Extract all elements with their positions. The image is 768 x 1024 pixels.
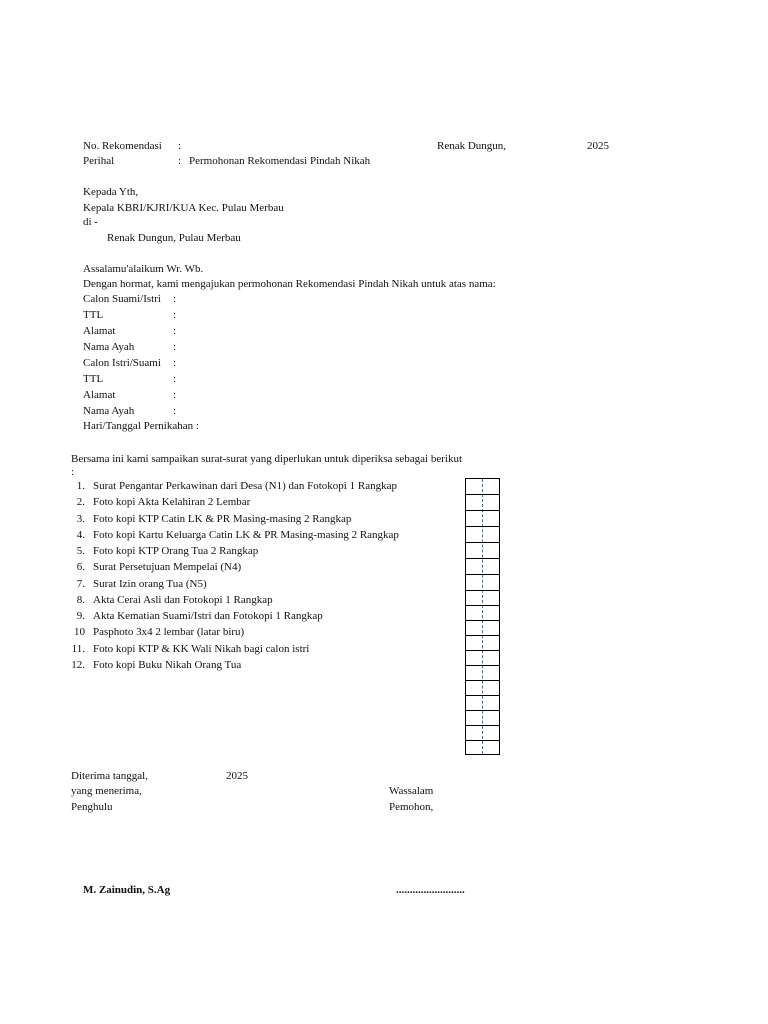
field-colon: : <box>173 373 177 385</box>
greeting: Assalamu'alaikum Wr. Wb. <box>83 263 204 275</box>
subject-colon: : <box>178 155 182 167</box>
field-colon: : <box>173 341 177 353</box>
field-colon: : <box>173 309 177 321</box>
applicant-fields <box>83 292 383 422</box>
grid-row-line <box>466 725 499 726</box>
intro-text: Dengan hormat, kami mengajukan permohonan Rekomendasi Pindah Nikah untuk atas nama: <box>83 278 496 290</box>
recommendation-number-label: No. Rekomendasi <box>83 140 162 152</box>
item-number: 3. <box>76 513 85 525</box>
documents-list <box>68 479 458 674</box>
list-item <box>68 495 250 511</box>
list-item <box>68 625 244 641</box>
grid-row-line <box>466 590 499 591</box>
field-colon: : <box>173 357 177 369</box>
field-row <box>83 324 176 338</box>
item-text: Foto kopi Akta Kelahiran 2 Lembar <box>93 496 251 508</box>
grid-row-line <box>466 558 499 559</box>
grid-row-line <box>466 494 499 495</box>
subject-label: Perihal <box>83 155 115 167</box>
receiver-role: Penghulu <box>71 801 113 813</box>
received-year: 2025 <box>226 770 248 782</box>
field-row <box>83 340 176 354</box>
grid-row-line <box>466 510 499 511</box>
subject-value: Permohonan Rekomendasi Pindah Nikah <box>189 155 371 167</box>
item-number: 9. <box>76 610 85 622</box>
field-row <box>83 372 176 386</box>
field-label: Alamat <box>83 325 116 337</box>
list-item <box>68 577 207 593</box>
grid-row-line <box>466 650 499 651</box>
item-number: 10 <box>74 626 85 638</box>
field-row <box>83 388 176 402</box>
field-colon: : <box>173 389 177 401</box>
item-text: Akta Kematian Suami/Istri dan Fotokopi 1 Rangkap <box>93 610 323 622</box>
field-row <box>83 404 176 418</box>
letter-year: 2025 <box>587 140 609 152</box>
field-label: Alamat <box>83 389 116 401</box>
grid-row-line <box>466 740 499 741</box>
recipient-salutation: Kepada Yth, <box>83 186 139 198</box>
item-text: Pasphoto 3x4 2 lembar (latar biru) <box>93 626 245 638</box>
grid-column-divider <box>482 479 483 754</box>
list-item <box>68 544 258 560</box>
list-item <box>68 642 309 658</box>
applicant-name-placeholder: ......................... <box>396 884 465 896</box>
letter-place: Renak Dungun, <box>437 140 507 152</box>
checklist-grid <box>465 478 500 755</box>
item-text: Foto kopi KTP Catin LK & PR Masing-masing 2 Rangkap <box>93 513 352 525</box>
item-text: Surat Pengantar Perkawinan dari Desa (N1) dan Fotokopi 1 Rangkap <box>93 480 397 492</box>
grid-row-line <box>466 620 499 621</box>
recipient-location: Renak Dungun, Pulau Merbau <box>107 232 241 244</box>
item-number: 4. <box>76 529 85 541</box>
received-date-label: Diterima tanggal, <box>71 770 148 782</box>
field-colon: : <box>173 405 177 417</box>
item-number: 5. <box>76 545 85 557</box>
list-item <box>68 658 241 674</box>
item-text: Foto kopi Kartu Keluarga Catin LK & PR Masing-masing 2 Rangkap <box>93 529 399 541</box>
field-label: TTL <box>83 309 104 321</box>
field-label: TTL <box>83 373 104 385</box>
grid-row-line <box>466 680 499 681</box>
field-row <box>83 292 176 306</box>
list-item <box>68 528 399 544</box>
list-item <box>68 593 273 609</box>
item-number: 6. <box>76 561 85 573</box>
closing-text: Wassalam <box>389 785 434 797</box>
item-text: Foto kopi KTP & KK Wali Nikah bagi calon istri <box>93 643 310 655</box>
recommendation-number-colon: : <box>178 140 182 152</box>
item-text: Foto kopi Buku Nikah Orang Tua <box>93 659 242 671</box>
grid-row-line <box>466 695 499 696</box>
list-item <box>68 479 397 495</box>
grid-row-line <box>466 665 499 666</box>
documents-intro: Bersama ini kami sampaikan surat-surat yang diperlukan untuk diperiksa sebagai berikut <box>71 453 462 465</box>
documents-intro-colon: : <box>71 466 75 478</box>
item-number: 1. <box>76 480 85 492</box>
item-text: Surat Izin orang Tua (N5) <box>93 578 207 590</box>
grid-row-line <box>466 574 499 575</box>
item-text: Foto kopi KTP Orang Tua 2 Rangkap <box>93 545 259 557</box>
field-label: Nama Ayah <box>83 341 135 353</box>
field-label: Nama Ayah <box>83 405 135 417</box>
grid-row-line <box>466 635 499 636</box>
grid-row-line <box>466 710 499 711</box>
list-item <box>68 609 323 625</box>
official-name: M. Zainudin, S.Ag <box>83 884 171 896</box>
recipient-office: Kepala KBRI/KJRI/KUA Kec. Pulau Merbau <box>83 202 284 214</box>
item-number: 11. <box>71 643 85 655</box>
wedding-date-label: Hari/Tanggal Pernikahan : <box>83 420 199 432</box>
receiver-label: yang menerima, <box>71 785 142 797</box>
item-number: 12. <box>71 659 85 671</box>
list-item <box>68 512 351 528</box>
item-number: 2. <box>76 496 85 508</box>
item-number: 7. <box>76 578 85 590</box>
applicant-label: Pemohon, <box>389 801 434 813</box>
field-label: Calon Istri/Suami <box>83 357 161 369</box>
grid-row-line <box>466 605 499 606</box>
field-label: Calon Suami/Istri <box>83 293 161 305</box>
recipient-at: di - <box>83 216 98 228</box>
item-text: Surat Persetujuan Mempelai (N4) <box>93 561 242 573</box>
field-row <box>83 356 176 370</box>
field-colon: : <box>173 325 177 337</box>
item-number: 8. <box>76 594 85 606</box>
field-row <box>83 308 176 322</box>
grid-row-line <box>466 542 499 543</box>
item-text: Akta Cerai Asli dan Fotokopi 1 Rangkap <box>93 594 273 606</box>
grid-row-line <box>466 526 499 527</box>
field-colon: : <box>173 293 177 305</box>
list-item <box>68 560 241 576</box>
